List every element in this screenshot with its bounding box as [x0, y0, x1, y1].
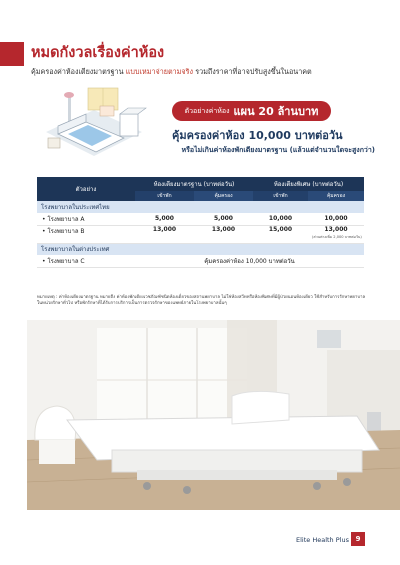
table-row: [37, 225, 364, 243]
sub-actual-header: เข้าพัก: [253, 191, 308, 201]
group-special-header: ห้องเตียงพิเศษ (บาทต่อวัน): [253, 177, 364, 191]
sub-covered-header: คุ้มครอง: [308, 191, 364, 201]
section-domestic: โรงพยาบาลในประเทศไทย: [37, 201, 364, 213]
section-abroad: โรงพยาบาลในต่างประเทศ: [37, 243, 364, 255]
cell-note: (ส่วนต่างเพิ่ม 2,000 บาทต่อวัน): [312, 234, 362, 239]
row-name: • โรงพยาบาล B: [37, 225, 135, 243]
cell-value: 10,000: [253, 213, 308, 225]
pill-amount: แผน 20 ล้านบาท: [233, 105, 319, 118]
page-subtitle: [31, 67, 312, 78]
subtitle-text-2: รวมถึงราคาที่อาจปรับสูงขึ้นในอนาคต: [193, 67, 312, 76]
table-row: [37, 213, 364, 225]
cell-value: 10,000: [308, 213, 364, 225]
cell-main-value: 13,000: [324, 225, 348, 233]
subtitle-highlight: แบบเหมาจ่ายตามจริง: [125, 67, 194, 76]
pill-prefix: ตัวอย่างค่าห้อง: [184, 106, 230, 115]
hospital-room-photo: [27, 320, 400, 510]
cell-value: 5,000: [194, 213, 253, 225]
page-number: 9: [351, 532, 365, 546]
cell-value: 13,000: [135, 225, 194, 243]
page-title: หมดกังวลเรื่องค่าห้อง: [31, 45, 165, 61]
row-name: • โรงพยาบาล C: [37, 255, 135, 267]
cell-value: [308, 225, 364, 243]
coverage-subline: หรือไม่เกินค่าห้องพักเตียงมาตรฐาน (แล้วแต่จำนวนใดจะสูงกว่า): [181, 146, 375, 154]
example-plan-pill: [172, 101, 331, 121]
coverage-headline: คุ้มครองค่าห้อง 10,000 บาทต่อวัน: [172, 129, 343, 142]
row-name: • โรงพยาบาล A: [37, 213, 135, 225]
room-rate-table: [37, 177, 364, 268]
footnote: หมายเหตุ : ค่าห้องเตียงมาตรฐาน หมายถึง ค่าห้องพักเตียงเวชภัณฑ์ชนิดห้องเดี่ยวของสถานพยาบาล ไม่ใช่ห้องสวีทหรือห้องพิเศษที่มีผู้ป่วยนอนห้องเดียว ใช้สำหรับการรักษาพยาบาลในหน่วยรักษาทั่วไป หรือพักรักษาที่ได้รับการบริการเป็นการตรวจรักษาของแพทย์ภายในโรงพยาบาลนั้นๆ: [37, 295, 366, 306]
hospital-room-illustration: [38, 86, 150, 168]
cell-value: 13,000: [194, 225, 253, 243]
sub-covered-header: คุ้มครอง: [194, 191, 253, 201]
cell-value: คุ้มครองค่าห้อง 10,000 บาทต่อวัน: [135, 255, 364, 267]
col-example-header: ตัวอย่าง: [37, 177, 135, 201]
cell-value: 15,000: [253, 225, 308, 243]
sub-actual-header: เข้าพัก: [135, 191, 194, 201]
brand-name: Elite Health Plus: [296, 536, 349, 544]
title-accent-bar: [0, 42, 24, 66]
subtitle-text-1: คุ้มครองค่าห้องเตียงมาตรฐาน: [31, 67, 126, 76]
cell-value: 5,000: [135, 213, 194, 225]
table-row: [37, 255, 364, 267]
group-standard-header: ห้องเตียงมาตรฐาน (บาทต่อวัน): [135, 177, 253, 191]
